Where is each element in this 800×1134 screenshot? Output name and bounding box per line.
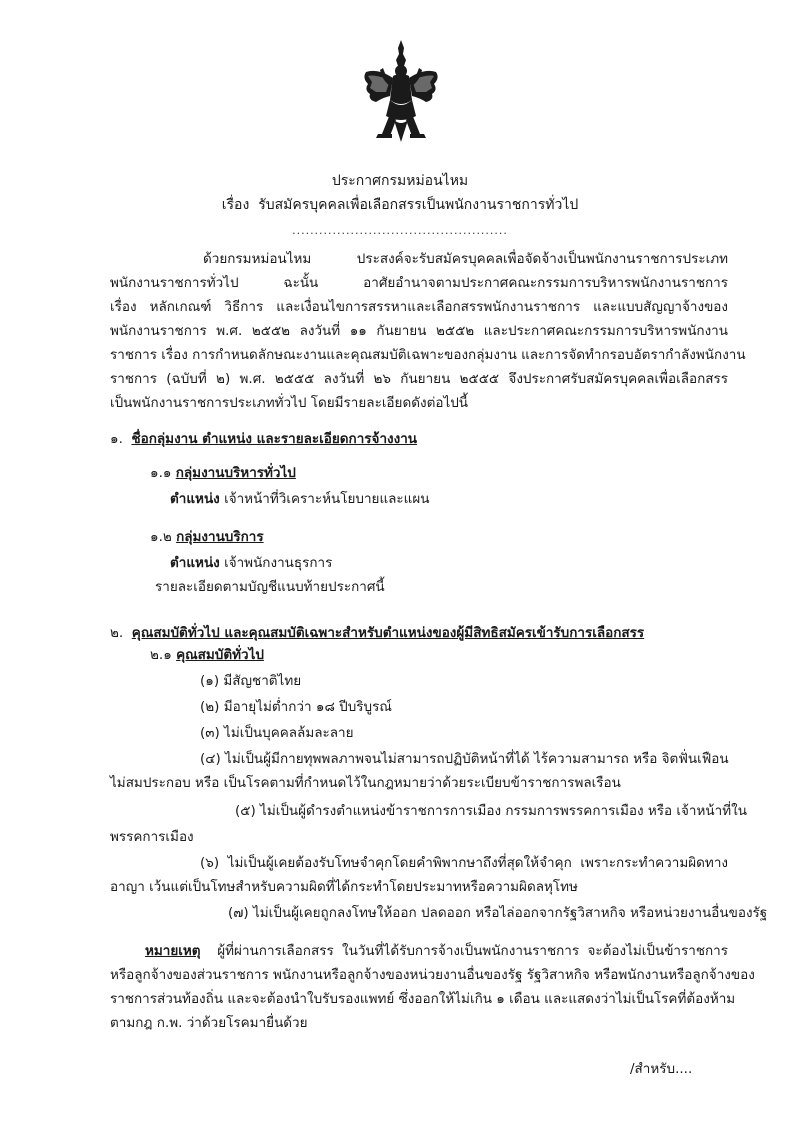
intro-line-4: พนักงานราชการ พ.ศ. ๒๕๕๒ ลงวันที่ ๑๑ กันยายน ๒๕๕๒ และประกาศคณะกรรมการบริหารพนักงาน <box>110 323 728 339</box>
note-text-1: ผู้ที่ผ่านการเลือกสรร ในวันที่ได้รับการจ้างเป็นพนักงานราชการ จะต้องไม่เป็นข้าราชการ <box>217 943 728 959</box>
section-2-number: ๒. <box>110 625 124 641</box>
section-1-title: ชื่อกลุ่มงาน ตำแหน่ง และรายละเอียดการจ้างงาน <box>131 431 418 447</box>
position-value: เจ้าพนักงานธุรการ <box>224 555 333 571</box>
qualification-item-5-line-2: พรรคการเมือง <box>110 829 194 845</box>
subsection-1-1-number: ๑.๑ <box>150 465 172 481</box>
subject-label: เรื่อง <box>221 197 250 213</box>
qualification-item-1: (๑) มีสัญชาติไทย <box>200 673 302 689</box>
qualification-item-7: (๗) ไม่เป็นผู้เคยถูกลงโทษให้ออก ปลดออก หรือไล่ออกจากรัฐวิสาหกิจ หรือหน่วยงานอื่นของรัฐ <box>228 905 768 921</box>
document-subject <box>0 196 800 215</box>
qualification-item-2: (๒) มีอายุไม่ต่ำกว่า ๑๘ ปีบริบูรณ์ <box>200 699 392 715</box>
intro-line-6: ราชการ (ฉบับที่ ๒) พ.ศ. ๒๕๕๕ ลงวันที่ ๒๖ กันยายน ๒๕๕๕ จึงประกาศรับสมัครบุคคลเพื่อเลือกสรร <box>110 371 728 387</box>
position-label: ตำแหน่ง <box>170 491 220 507</box>
subsection-2-1-title: คุณสมบัติทั่วไป <box>176 647 264 663</box>
subsection-1-2-heading <box>150 528 264 546</box>
intro-line-5: ราชการ เรื่อง การกำหนดลักษณะงานและคุณสมบัติเฉพาะของกลุ่มงาน และการจัดทำกรอบอัตรากำลังพนักงาน <box>110 347 746 363</box>
note-line-3: ราชการส่วนท้องถิ่น และจะต้องนำใบรับรองแพทย์ ซึ่งออกให้ไม่เกิน ๑ เดือน และแสดงว่าไม่เป็นโรคที่ต้องห้าม <box>110 991 736 1007</box>
intro-line-3: เรื่อง หลักเกณฑ์ วิธีการ และเงื่อนไขการสรรหาและเลือกสรรพนักงานราชการ และแบบสัญญาจ้างของ <box>110 299 728 315</box>
qualification-item-4-line-2: ไม่สมประกอบ หรือ เป็นโรคตามที่กำหนดไว้ในกฎหมายว่าด้วยระเบียบข้าราชการพลเรือน <box>110 775 621 791</box>
qualification-item-5-line-1: (๕) ไม่เป็นผู้ดำรงตำแหน่งข้าราชการการเมือง กรรมการพรรคการเมือง หรือ เจ้าหน้าที่ใน <box>235 803 747 819</box>
qualification-item-6-line-2: อาญา เว้นแต่เป็นโทษสำหรับความผิดที่ได้กระทำโดยประมาทหรือความผิดลหุโทษ <box>110 879 578 895</box>
subsection-1-2-title: กลุ่มงานบริการ <box>176 529 264 545</box>
intro-line-1: ด้วยกรมหม่อนไหม ประสงค์จะรับสมัครบุคคลเพื่อจัดจ้างเป็นพนักงานราชการประเภท <box>203 251 728 267</box>
page-continuation: /สำหรับ.... <box>630 1061 693 1077</box>
section-1-detail: รายละเอียดตามบัญชีแนบท้ายประกาศนี้ <box>155 579 385 595</box>
section-1-number: ๑. <box>110 431 123 447</box>
subsection-1-1-position <box>170 490 430 508</box>
intro-line-7: เป็นพนักงานราชการประเภททั่วไป โดยมีรายละเอียดดังต่อไปนี้ <box>110 395 469 411</box>
qualification-item-3: (๓) ไม่เป็นบุคคลล้มละลาย <box>200 725 354 741</box>
intro-line-2: พนักงานราชการทั่วไป ฉะนั้น อาศัยอำนาจตามประกาศคณะกรรมการบริหารพนักงานราชการ <box>110 275 728 291</box>
note-line-2: หรือลูกจ้างของส่วนราชการ พนักงานหรือลูกจ้างของหน่วยงานอื่นของรัฐ รัฐวิสาหกิจ หรือพนักงานหรือลูกจ้างของ <box>110 967 755 983</box>
title-divider: ................................................ <box>292 224 508 237</box>
subsection-2-1-heading <box>150 646 264 664</box>
section-2-heading <box>110 624 644 642</box>
document-title: ประกาศกรมหม่อนไหม <box>331 173 469 189</box>
subsection-1-2-position <box>170 554 332 572</box>
qualification-item-4-line-1: (๔) ไม่เป็นผู้มีกายทุพพลภาพจนไม่สามารถปฏิบัติหน้าที่ได้ ไร้ความสามารถ หรือ จิตฟั่นเฟือน <box>200 751 729 767</box>
note-line-1 <box>145 942 728 960</box>
subsection-1-1-title: กลุ่มงานบริหารทั่วไป <box>175 465 296 481</box>
section-1-heading <box>110 430 417 448</box>
position-label: ตำแหน่ง <box>170 555 220 571</box>
section-2-title: คุณสมบัติทั่วไป และคุณสมบัติเฉพาะสำหรับตำแหน่งของผู้มีสิทธิสมัครเข้ารับการเลือกสรร <box>131 625 645 641</box>
note-label: หมายเหตุ <box>145 943 201 959</box>
note-line-4: ตามกฎ ก.พ. ว่าด้วยโรคมายื่นด้วย <box>110 1015 308 1031</box>
subsection-2-1-number: ๒.๑ <box>150 647 172 663</box>
position-value: เจ้าหน้าที่วิเคราะห์นโยบายและแผน <box>224 491 430 507</box>
subsection-1-1-heading <box>150 464 296 482</box>
subsection-1-2-number: ๑.๒ <box>150 529 172 545</box>
qualification-item-6-line-1: (๖) ไม่เป็นผู้เคยต้องรับโทษจำคุกโดยคำพิพากษาถึงที่สุดให้จำคุก เพราะกระทำความผิดทาง <box>200 855 728 871</box>
garuda-emblem-icon <box>360 38 442 148</box>
subject-text: รับสมัครบุคคลเพื่อเลือกสรรเป็นพนักงานราชการทั่วไป <box>258 197 579 213</box>
